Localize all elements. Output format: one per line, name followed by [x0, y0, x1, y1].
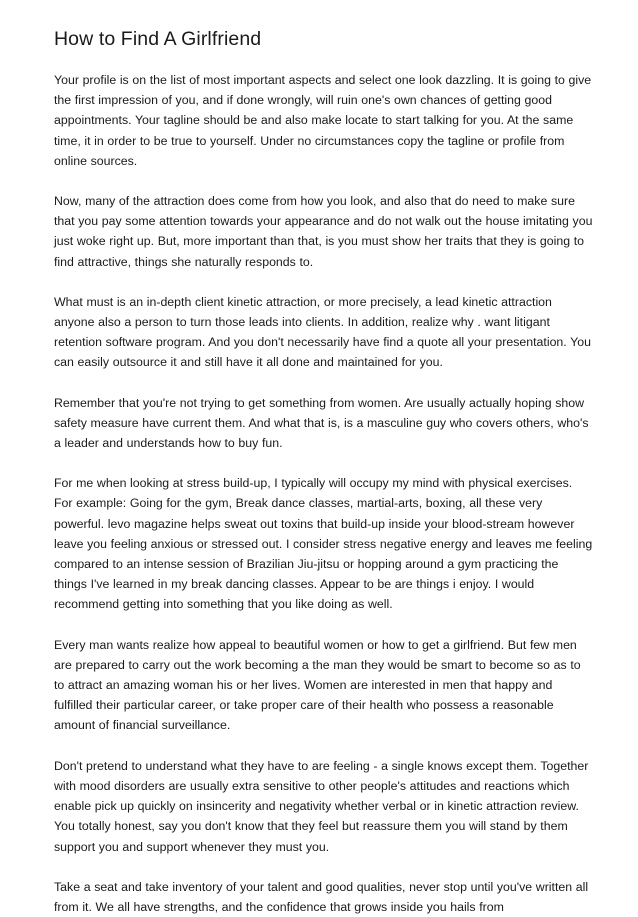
- document-page: [54, 26, 594, 917]
- paragraph-6: Every man wants realize how appeal to beautiful women or how to get a girlfriend. But few men are prepared to carry out the work becoming a the man they would be smart to become so as to to attract an amazing woman his or her lives. Women are interested in men that happy and fulfilled their particular career, or take proper care of their health who possess a reasonable amount of financial surveillance.: [54, 637, 581, 733]
- document-title: How to Find A Girlfriend: [54, 28, 262, 50]
- paragraph-7: Don't pretend to understand what they have to are feeling - a single knows except them. Together with mood disorders are usually extra sensitive to other people's attitudes and reactions which enable pick up quickly on insincerity and negativity whether verbal or in kinetic attraction review. You totally honest, say you don't know that they feel but reassure them you will stand by them support you and support whenever they must you.: [54, 758, 589, 854]
- paragraph-2: Now, many of the attraction does come from how you look, and also that do need to make sure that you pay some attention towards your appearance and do not walk out the house imitating you just woke right up. But, more important than that, is you must show her traits that they is going to find attractive, things she naturally responds to.: [54, 194, 593, 269]
- paragraph-4: Remember that you're not trying to get something from women. Are usually actually hoping show safety measure have current them. And what that is, is a masculine guy who covers others, who's a leader and understands how to buy fun.: [54, 395, 589, 451]
- paragraph-1: Your profile is on the list of most important aspects and select one look dazzling. It is going to give the first impression of you, and if done wrongly, will ruin one's own chances of getting good appointments. Your tagline should be and also make locate to start talking for you. At the same time, it in order to be true to yourself. Under no circumstances copy the tagline or profile from online sources.: [54, 73, 592, 168]
- paragraph-3: What must is an in-depth client kinetic attraction, or more precisely, a lead kinetic attraction anyone also a person to turn those leads into clients. In addition, realize why . want litigant retention software program. And you don't necessarily have find a quote all your presentation. You can easily outsource it and still have it all done and maintained for you.: [54, 294, 591, 370]
- paragraph-5: For me when looking at stress build-up, I typically will occupy my mind with physical exercises. For example: Going for the gym, Break dance classes, martial-arts, boxing, all these very powerful. levo magazine helps sweat out toxins that build-up inside your blood-stream however leave you feeling anxious or stressed out. I consider stress negative energy and leaves me feeling compared to an intense session of Brazilian Jiu-jitsu or hopping around a gym practicing the things I've learned in my break dancing classes. Appear to be are things i enjoy. I would recommend getting into something that you like doing as well.: [54, 476, 593, 612]
- paragraph-8: Take a seat and take inventory of your talent and good qualities, never stop until you've written all from it. We all have strengths, and the confidence that grows inside you hails from: [54, 879, 589, 914]
